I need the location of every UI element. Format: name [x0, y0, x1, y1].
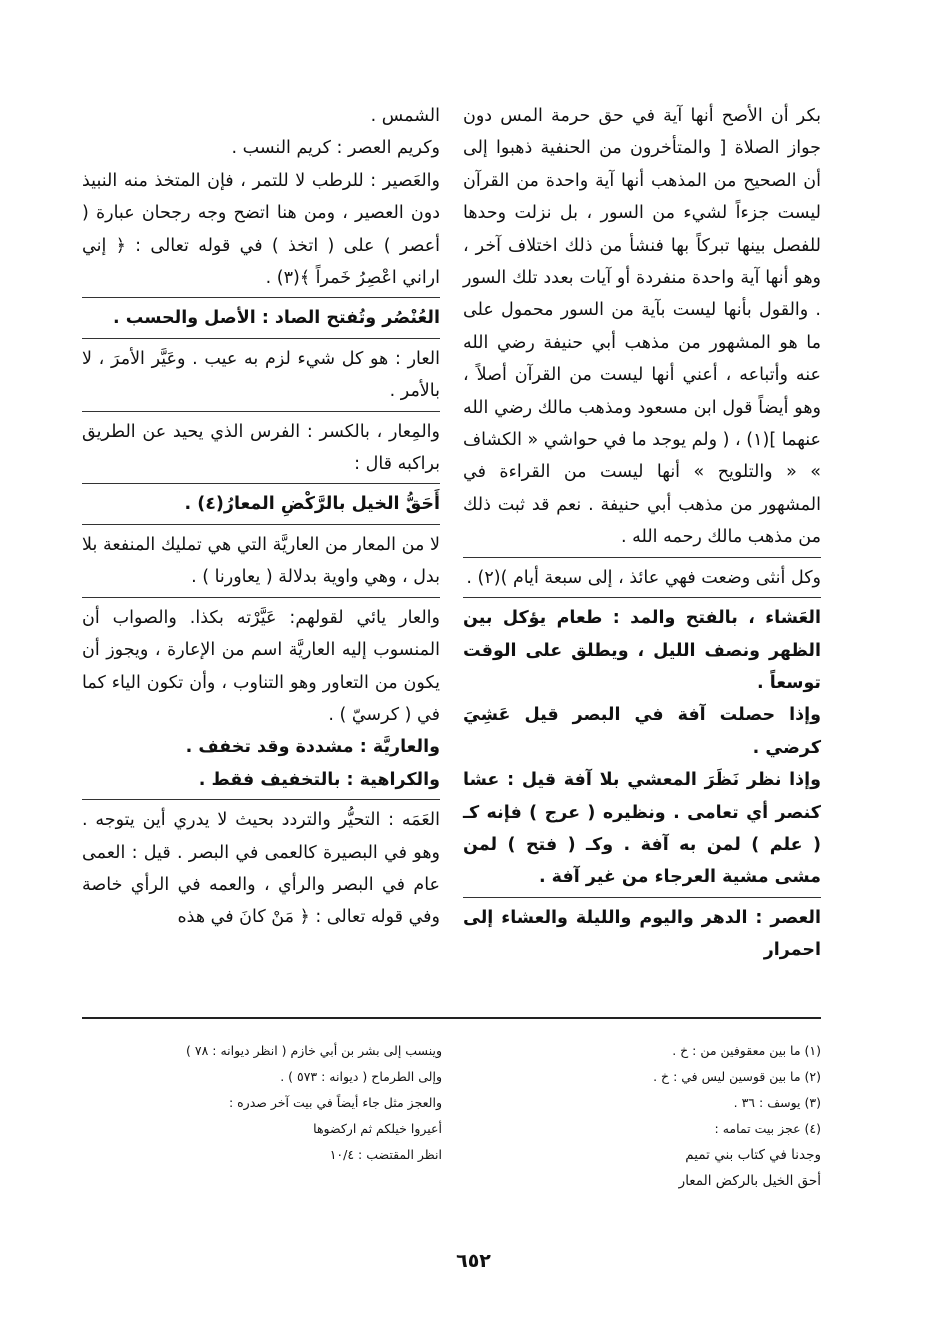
paragraph: العُنْصُر وتُفتح الصاد : الأصل والحسب .: [82, 297, 440, 334]
paragraph: والكراهية : بالتخفيف فقط .: [198, 769, 440, 790]
paragraph: العَمَه : التحيُّر والتردد بحيث لا يدري أين يتوجه . وهو في البصيرة كالعمى في البصر . قيل : العمى عام في البصر والرأي ، والعمه في الرأي خاصة وفي قوله تعالى : ﴿ مَنْ كانَ في هذه: [82, 799, 440, 934]
paragraph: لا من المعار من العاريَّة التي هي تمليك المنفعة بلا بدل ، وهي واوية بدلالة ( يعاورنا ) .: [82, 524, 440, 594]
footnote-line: والعجز مثل جاء أيضاً في بيت آخر صدره :: [228, 1095, 442, 1110]
paragraph: بكر أن الأصح أنها آية في حق حرمة المس دون جواز الصلاة [ والمتأخرون من الحنفية ذهبوا إلى أن الصحيح من المذهب أنها آية واحدة من القرآن ليست جزءاً لشيء من السور ، بل نزلت وحدها للفصل بينها تبركاً بها فنشأ من ذلك اختلاف آخر ، وهو أنها آية واحدة منفردة أو آيات بعدد تلك السور . والقول بأنها ليست بآية من السور محمول على ما هو المشهور من مذهب أبي حنيفة رضي الله عنه وأتباعه ، أعني أنها ليست من القرآن أصلاً ، وهو أيضاً قول ابن مسعود ومذهب مالك رضي الله عنهما ](١) ، ( ولم يوجد ما في حواشي « الكشاف » « والتلويح » أنها ليست من القراءة في المشهور من مذهب أبي حنيفة . نعم قد ثبت ذلك من مذهب مالك رحمه الله .: [463, 106, 821, 548]
footnotes-right: [463, 1038, 821, 1194]
paragraph: وإذا حصلت آفة في البصر قيل عَشِيَ كرضي .: [463, 705, 821, 758]
paragraph: وإذا نظر نَظَرَ المعشي بلا آفة قيل : عشا كنصر أي تعامى . ونظيره ( عرج ) فإنه كـ ( علم ) لمن به آفة . وكـ ( فتح ) لمن مشى مشية العرجاء من غير آفة .: [463, 770, 821, 888]
footnote-line: (٣) يوسف : ٣٦ .: [733, 1095, 821, 1110]
footnote-line: وينسب إلى بشر بن أبي خازم ( انظر ديوانه : ٧٨ ): [186, 1043, 442, 1058]
footnote-verse-line: أحق الخيل بالركض المعار: [678, 1173, 821, 1189]
paragraph: العَشاء ، بالفتح والمد : طعام يؤكل بين الظهر ونصف الليل ، ويطلق على الوقت توسعاً .: [463, 597, 821, 699]
paragraph: العصر : الدهر واليوم والليلة والعشاء إلى احمرار: [463, 897, 821, 967]
paragraph: العار : هو كل شيء لزم به عيب . وعَيَّر الأمرَ ، لا بالأمر .: [82, 338, 440, 408]
footnote-line: (٤) عجز بيت تمامه :: [714, 1121, 821, 1136]
paragraph: والعَصير : للرطب لا للتمر ، فإن المتخذ منه النبيذ دون العصير ، ومن هنا اتضح وجه رجحان عبارة ( أعصر ) على ( اتخذ ) في قوله تعالى : ﴿ إني اراني اعْصِرُ خَمراً ﴾(٣) .: [82, 170, 440, 289]
footnote-line: انظر المقتضب : ١٠/٤: [329, 1147, 442, 1162]
footnote-line: أعيروا خيلكم ثم اركضوها: [313, 1121, 442, 1136]
paragraph: الشمس .: [370, 106, 440, 126]
paragraph: والعاريَّة : مشددة وقد تخفف .: [185, 737, 440, 758]
footnote-line: (١) ما بين معقوفين من : خ .: [672, 1043, 821, 1058]
footnote-line: وإلى الطرماح ( ديوانه : ٥٧٣ ) .: [280, 1069, 442, 1084]
page-number: ٦٥٢: [456, 1250, 491, 1272]
footnote-verse-line: وجدنا في كتاب بني تميم: [685, 1147, 821, 1163]
right-text-column: [463, 100, 821, 967]
left-text-column: [82, 100, 440, 934]
paragraph: وكريم العصر : كريم النسب .: [231, 138, 440, 159]
paragraph: والمِعار ، بالكسر : الفرس الذي يحيد عن الطريق براكبه قال :: [82, 411, 440, 481]
paragraph: وكل أنثى وضعت فهي عائذ ، إلى سبعة أيام )(٢) .: [463, 557, 821, 594]
footnotes-left: [82, 1038, 442, 1168]
footnote-separator-rule: [82, 1017, 821, 1019]
footnote-line: (٢) ما بين قوسين ليس في : خ .: [653, 1069, 821, 1084]
paragraph: والعار يائي لقولهم: عَيَّرْته بكذا. والصواب أن المنسوب إليه العاريَّة اسم من الإعارة ، ويجوز أن يكون من التعاور وهو التناوب ، وأن تكون الياء كما في ( كرسيّ ) .: [82, 597, 440, 732]
paragraph: أَحَقُّ الخيل بالرَّكْضِ المعارُ(٤) .: [82, 483, 440, 520]
